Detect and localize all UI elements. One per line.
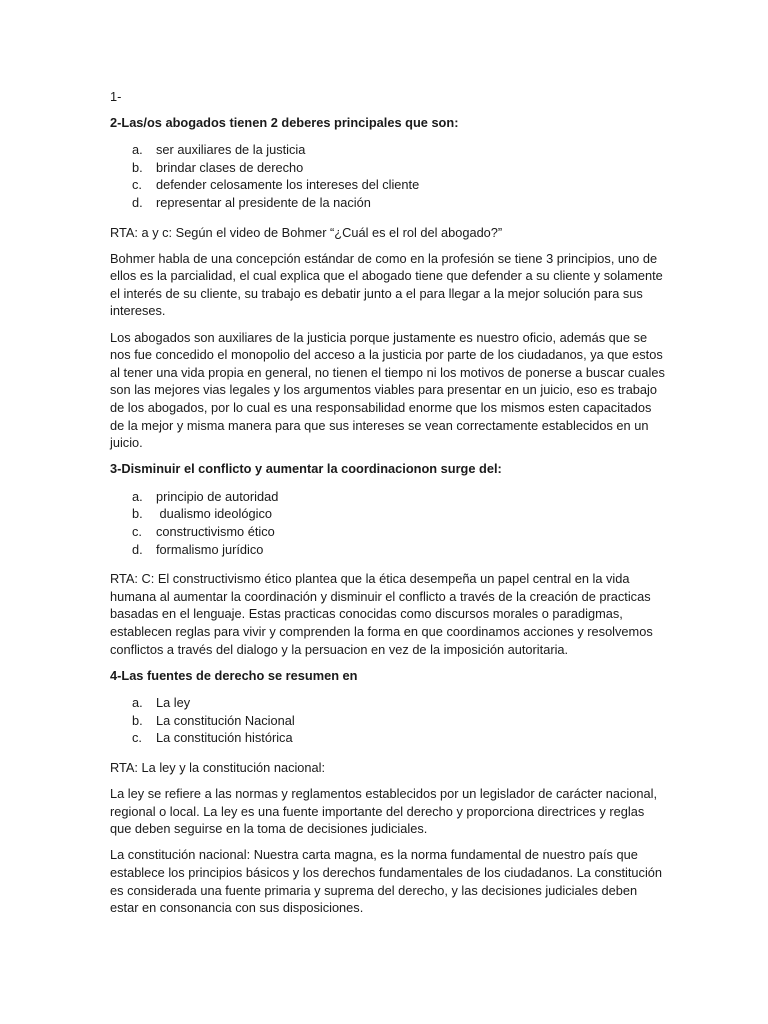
option-text: ser auxiliares de la justicia bbox=[156, 142, 306, 158]
option-text: La ley bbox=[156, 695, 191, 711]
answer-2: RTA: a y c: Según el video de Bohmer “¿Cuál es el rol del abogado?” bbox=[110, 224, 503, 240]
option-letter: a. bbox=[132, 488, 143, 504]
question-2: 2-Las/os abogados tienen 2 deberes principales que son: bbox=[110, 114, 459, 130]
option-letter: a. bbox=[132, 142, 143, 158]
option-letter: b. bbox=[132, 712, 143, 728]
list-item bbox=[110, 159, 668, 177]
question-3-options bbox=[110, 488, 668, 558]
option-letter: c. bbox=[132, 523, 142, 539]
option-text: principio de autoridad bbox=[156, 488, 279, 504]
question-4-options bbox=[110, 694, 668, 747]
list-item bbox=[110, 488, 668, 506]
option-letter: d. bbox=[132, 541, 143, 557]
list-item bbox=[110, 694, 668, 712]
option-text: constructivismo ético bbox=[156, 523, 275, 539]
option-text: La constitución Nacional bbox=[156, 712, 295, 728]
list-item bbox=[110, 505, 668, 523]
answer-4: RTA: La ley y la constitución nacional: bbox=[110, 760, 326, 775]
option-letter: b. bbox=[132, 159, 143, 175]
list-item bbox=[110, 176, 668, 194]
option-letter: c. bbox=[132, 177, 142, 193]
option-letter: d. bbox=[132, 194, 143, 210]
option-letter: a. bbox=[132, 695, 143, 711]
option-text: defender celosamente los intereses del cliente bbox=[156, 177, 420, 193]
section-number: 1- bbox=[110, 89, 122, 104]
list-item bbox=[110, 194, 668, 212]
list-item bbox=[110, 541, 668, 559]
option-letter: b. bbox=[132, 506, 143, 522]
paragraph: La constitución nacional: Nuestra carta magna, es la norma fundamental de nuestro país que establece los principios básicos y los derechos fundamentales de los ciudadanos. La constitución es considerada una fuente primaria y suprema del derecho, y las decisiones judiciales deben estar en consonancia con sus disposiciones. bbox=[110, 847, 663, 916]
question-3: 3-Disminuir el conflicto y aumentar la coordinacionon surge del: bbox=[110, 461, 502, 477]
option-text: formalismo jurídico bbox=[156, 541, 264, 557]
paragraph: Los abogados son auxiliares de la justicia porque justamente es nuestro oficio, además que se nos fue concedido el monopolio del acceso a la justicia por parte de los ciudadanos, ya que estos al tener una vida propia en general, no tienen el tiempo ni los motivos de ponerse a buscar cuales son las mejores vias legales y los argumentos viables para presentar en un juicio, eso es trabajo de los abogados, por lo cual es una responsabilidad enorme que los mismos esten capacitados de la mejor y misma manera para que sus intereses se vean correctamente establecidos en un juicio. bbox=[110, 329, 665, 451]
list-item bbox=[110, 712, 668, 730]
option-text: La constitución histórica bbox=[156, 730, 293, 746]
list-item bbox=[110, 141, 668, 159]
question-2-options bbox=[110, 141, 668, 211]
option-letter: c. bbox=[132, 730, 142, 746]
option-text: dualismo ideológico bbox=[156, 506, 272, 522]
option-text: brindar clases de derecho bbox=[156, 159, 304, 175]
list-item bbox=[110, 729, 668, 747]
paragraph: Bohmer habla de una concepción estándar de como en la profesión se tiene 3 principios, uno de ellos es la parcialidad, el cual explica que el abogado tiene que defender a su cliente y solamente el interés de su cliente, su trabajo es debatir junto a el para llegar a la mejor solución para sus intereses. bbox=[110, 250, 663, 319]
option-text: representar al presidente de la nación bbox=[156, 194, 371, 210]
list-item bbox=[110, 523, 668, 541]
answer-3: RTA: C: El constructivismo ético plantea que la ética desempeña un papel central en la vida humana al aumentar la coordinación y disminuir el conflicto a través de la creación de practicas basadas en el lenguaje. Estas practicas conocidas como discursos morales o paradigmas, establecen reglas para vivir y comprenden la forma en que coordinamos acciones y resolvemos conflictos a través del dialogo y la persuacion en vez de la imposición autoritaria. bbox=[110, 571, 653, 657]
paragraph: La ley se refiere a las normas y reglamentos establecidos por un legislador de carácter nacional, regional o local. La ley es una fuente importante del derecho y proporciona directrices y reglas que deben seguirse en la toma de decisiones judiciales. bbox=[110, 786, 658, 837]
question-4: 4-Las fuentes de derecho se resumen en bbox=[110, 667, 358, 683]
